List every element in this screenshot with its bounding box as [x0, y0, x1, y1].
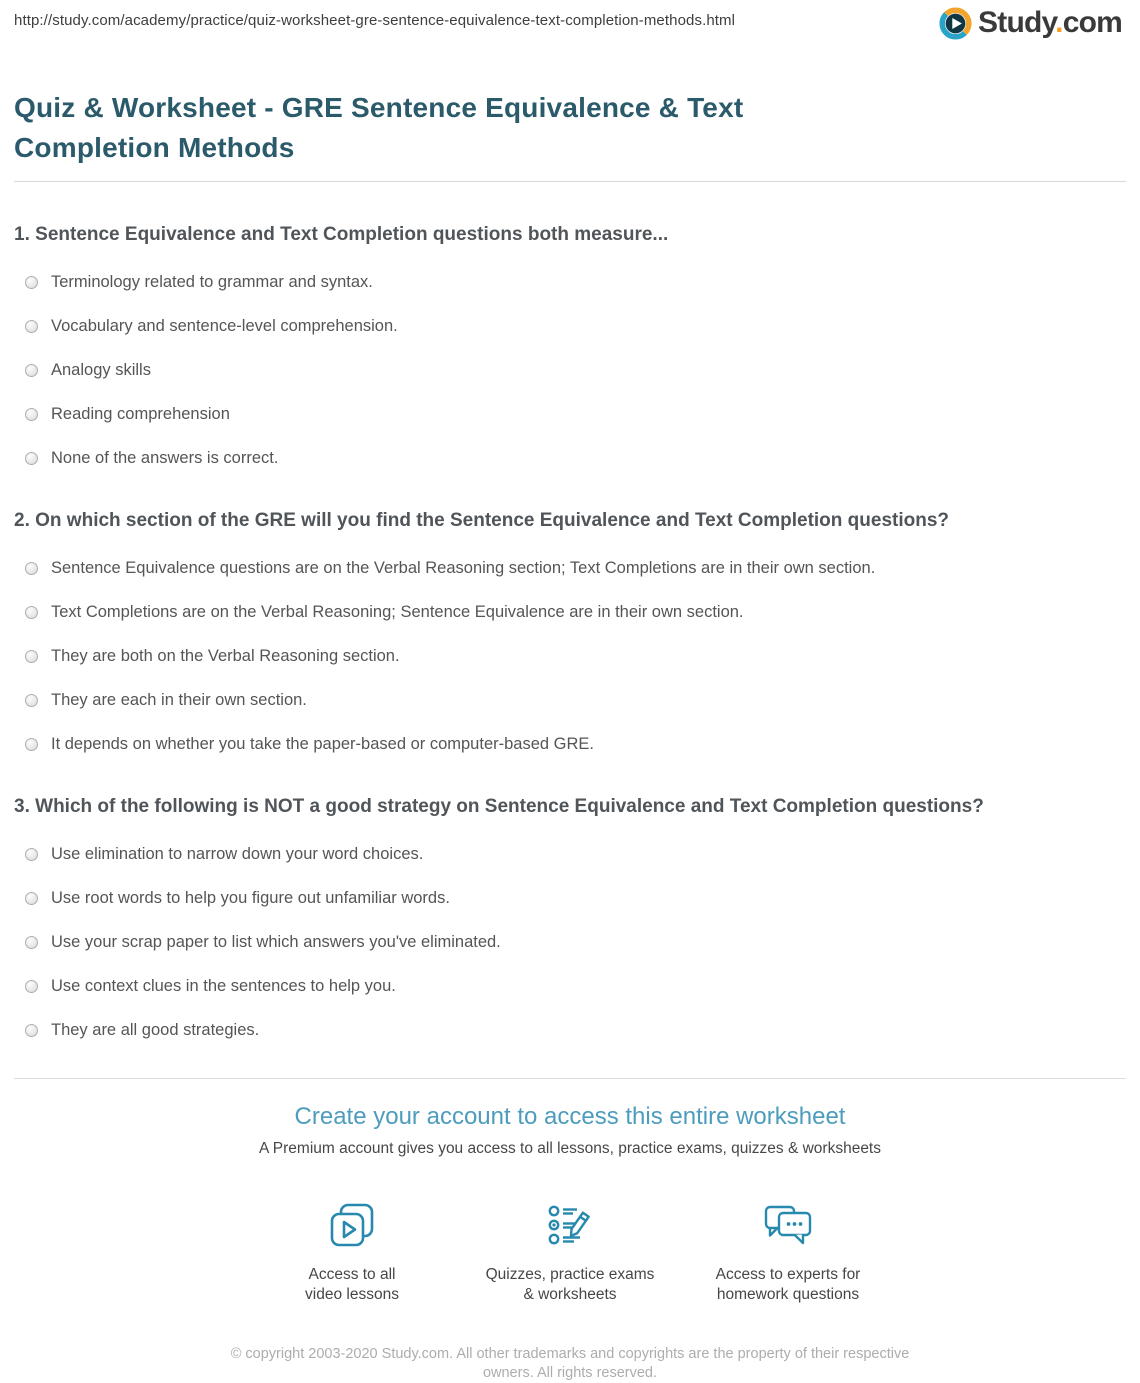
option-label[interactable]: Use context clues in the sentences to help you.: [51, 977, 396, 995]
quiz-option[interactable]: [14, 272, 1126, 292]
quiz-option[interactable]: [14, 690, 1126, 710]
quiz-option[interactable]: [14, 316, 1126, 336]
radio-button[interactable]: [25, 892, 38, 905]
question-title: 1. Sentence Equivalence and Text Completion questions both measure...: [14, 224, 669, 245]
option-label[interactable]: They are both on the Verbal Reasoning section.: [51, 647, 400, 665]
feature-label: Access to all video lessons: [305, 1266, 399, 1303]
cta-divider: [14, 1078, 1126, 1079]
cta-subtitle: A Premium account gives you access to all lessons, practice exams, quizzes & worksheets: [259, 1140, 881, 1157]
title-divider: [14, 181, 1126, 182]
option-label[interactable]: Sentence Equivalence questions are on the Verbal Reasoning section; Text Completions are in their own section.: [51, 559, 876, 577]
radio-button[interactable]: [25, 738, 38, 751]
studycom-logo-text: Study.com: [978, 6, 1122, 39]
feature-list: [14, 1198, 1126, 1305]
option-label[interactable]: Vocabulary and sentence-level comprehension.: [51, 317, 398, 335]
quiz-option[interactable]: [14, 888, 1126, 908]
quiz-option[interactable]: [14, 1020, 1126, 1040]
radio-button[interactable]: [25, 1024, 38, 1037]
radio-button[interactable]: [25, 364, 38, 377]
page-header: [14, 0, 1126, 52]
quiz-option[interactable]: [14, 404, 1126, 424]
radio-button[interactable]: [25, 694, 38, 707]
radio-button[interactable]: [25, 452, 38, 465]
option-label[interactable]: Terminology related to grammar and syntax.: [51, 273, 373, 291]
radio-button[interactable]: [25, 562, 38, 575]
feature-expert-help: [679, 1198, 897, 1305]
option-label[interactable]: None of the answers is correct.: [51, 449, 279, 467]
cta-title: Create your account to access this entire worksheet: [294, 1103, 846, 1130]
quiz-option[interactable]: [14, 844, 1126, 864]
page-title: Quiz & Worksheet - GRE Sentence Equivalence & Text Completion Methods: [14, 92, 744, 163]
option-label[interactable]: Text Completions are on the Verbal Reasoning; Sentence Equivalence are in their own section.: [51, 603, 744, 621]
option-label[interactable]: Use root words to help you figure out unfamiliar words.: [51, 889, 450, 907]
quiz-option[interactable]: [14, 360, 1126, 380]
video-lessons-icon: [243, 1198, 461, 1252]
quiz-option[interactable]: [14, 734, 1126, 754]
feature-quizzes-worksheets: [461, 1198, 679, 1305]
copyright-notice: © copyright 2003-2020 Study.com. All other trademarks and copyrights are the property of their respective owners. All rights reserved.: [230, 1346, 910, 1381]
option-label[interactable]: Use elimination to narrow down your word choices.: [51, 845, 424, 863]
option-label[interactable]: They are all good strategies.: [51, 1021, 260, 1039]
radio-button[interactable]: [25, 408, 38, 421]
radio-button[interactable]: [25, 606, 38, 619]
quizzes-worksheets-icon: [461, 1198, 679, 1252]
quiz-option[interactable]: [14, 602, 1126, 622]
question-2: [14, 508, 1126, 754]
question-title: 3. Which of the following is NOT a good strategy on Sentence Equivalence and Text Completion questions?: [14, 796, 984, 817]
studycom-logo[interactable]: [939, 6, 1122, 40]
quiz-option[interactable]: [14, 646, 1126, 666]
studycom-play-circle-icon: [939, 7, 978, 40]
option-label[interactable]: They are each in their own section.: [51, 691, 307, 709]
option-label[interactable]: Analogy skills: [51, 361, 151, 379]
radio-button[interactable]: [25, 848, 38, 861]
question-title: 2. On which section of the GRE will you find the Sentence Equivalence and Text Completion questions?: [14, 510, 950, 531]
question-3: [14, 794, 1126, 1040]
question-1: [14, 222, 1126, 468]
radio-button[interactable]: [25, 320, 38, 333]
radio-button[interactable]: [25, 650, 38, 663]
page-url: http://study.com/academy/practice/quiz-worksheet-gre-sentence-equivalence-text-completion-methods.html: [14, 12, 736, 29]
radio-button[interactable]: [25, 276, 38, 289]
feature-video-lessons: [243, 1198, 461, 1305]
quiz-option[interactable]: [14, 558, 1126, 578]
option-label[interactable]: It depends on whether you take the paper-based or computer-based GRE.: [51, 735, 594, 753]
feature-label: Access to experts for homework questions: [715, 1266, 861, 1303]
radio-button[interactable]: [25, 936, 38, 949]
experts-chat-icon: [679, 1198, 897, 1252]
cta-section: [14, 1103, 1126, 1305]
quiz-option[interactable]: [14, 976, 1126, 996]
feature-label: Quizzes, practice exams & worksheets: [485, 1266, 655, 1303]
option-label[interactable]: Use your scrap paper to list which answers you've eliminated.: [51, 933, 501, 951]
radio-button[interactable]: [25, 980, 38, 993]
quiz-option[interactable]: [14, 932, 1126, 952]
option-label[interactable]: Reading comprehension: [51, 405, 230, 423]
quiz-option[interactable]: [14, 448, 1126, 468]
